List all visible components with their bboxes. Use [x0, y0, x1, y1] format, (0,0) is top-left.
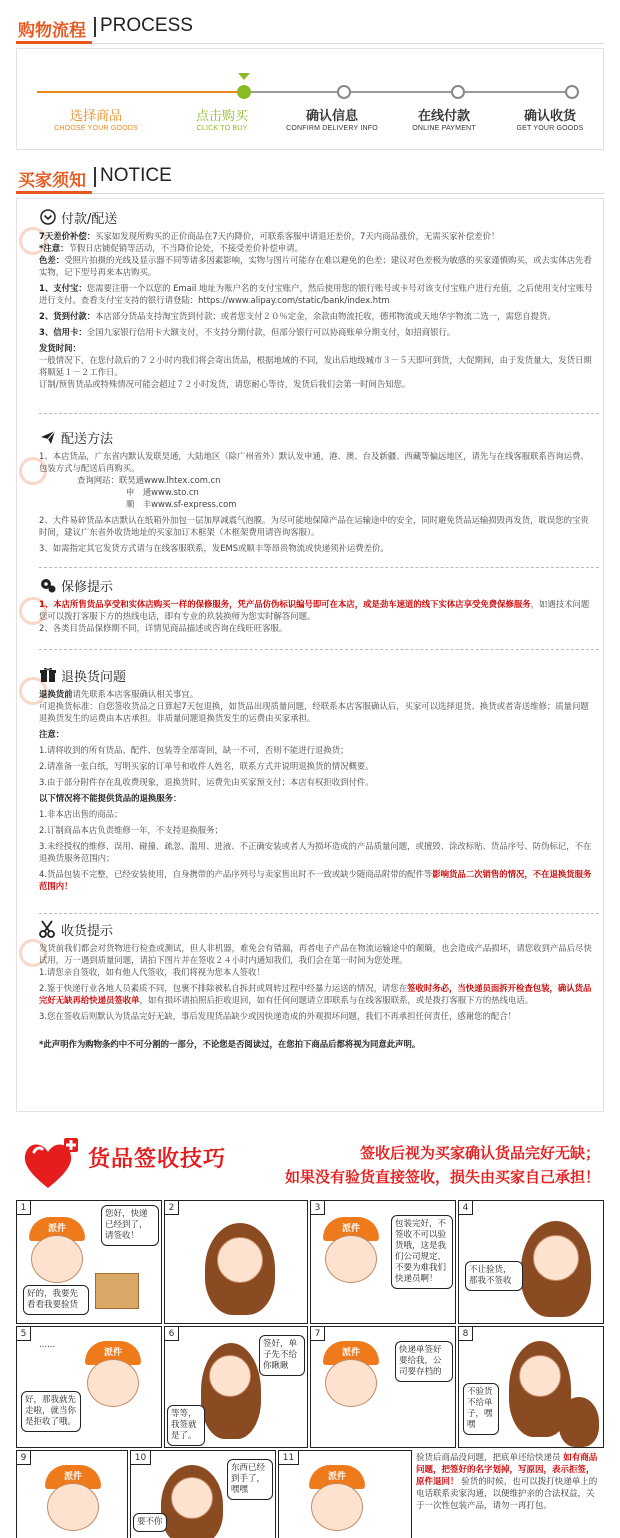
- notice-title-en: NOTICE: [100, 165, 172, 186]
- step-dot-4: [451, 85, 465, 99]
- receipt-intro: 发货前我们都会对货物进行检查或测试，但人非机器，难免会有错漏，再者电子产品在物流运输途中的颠簸，也会造成产品损坏，请您收到产品后尽快试用，万一遇到质量问题，请拍下图片并在签收２４小时内通知我们，我们会在第一时间为您处理。: [39, 943, 592, 965]
- returns-title: 退换货问题: [61, 669, 127, 685]
- color-difference: 色差：受照片拍摄的光线及显示器不同等诸多因素影响，实物与图片可能存在难以避免的色差；建议对色差极为敏感的买家谨慎购买，或去实体店先看实物，记下型号再来本店购买。: [39, 255, 592, 277]
- returns-attention: 注意：: [39, 729, 65, 739]
- speech-bubble: 要不你: [133, 1513, 167, 1532]
- exclusion-1: 1.非本店出售的商品；: [39, 809, 123, 819]
- step-online-payment: 在线付款 ONLINE PAYMENT: [412, 109, 476, 132]
- gift-box-icon: [39, 666, 57, 684]
- price-guarantee: 7天差价补偿：买家如发现所购买的正价商品在7天内降价，可联系客服申请退还差价，7天内商品涨价，无需买家补偿差价！: [39, 231, 500, 241]
- comic-panel-6: 6 签好，单子先不给你瞅瞅 等等，我签就是了。: [164, 1326, 308, 1448]
- delivery-packaging: 2、大件易碎货品本店默认在纸箱外加包一层加厚减震气泡膜。为尽可能地保障产品在运输途中的安全，同时避免货品运输损毁再发货，耽误您的宝贵时间，建议广东省外收货地址的买家加订木框架（木框架费用请咨询客服）。: [39, 515, 589, 537]
- ship-time-label: 发货时间：: [39, 343, 81, 353]
- comic-panel-11: 11 派件: [278, 1450, 412, 1538]
- courier-face: [325, 1235, 377, 1283]
- speech-bubble: 东西已经到手了，嘿嘿: [227, 1459, 273, 1500]
- step-dot-2: [237, 85, 251, 99]
- receipt-item-2: 2.鉴于快递行业各地人员素质不同，包裹不排除被私自拆封或周转过程中经暴力运送的情况，请您在签收时务必，当快递员面拆开检查包装，确认货品完好无缺再给快递员签收单，如有损坏请拍照后拒收退回，如有任何问题请立即联系与在线客服联系，或是拨打客服下方的热线电话。: [39, 983, 592, 1005]
- process-steps: [16, 48, 604, 150]
- customer-face: [519, 1355, 561, 1397]
- notice-title-cn: 买家须知: [18, 171, 86, 191]
- comic-panel-4: 4 不让验货，那我不签收: [458, 1200, 604, 1324]
- delivery-title: 配送方法: [61, 431, 114, 447]
- chevron-circle-icon: [39, 208, 57, 226]
- warranty-period: 2、各类目货品保修期不同，详情见商品描述或咨询在线旺旺客服。: [39, 623, 288, 633]
- courier-face: [325, 1359, 377, 1407]
- process-header: [16, 14, 604, 44]
- speech-bubble: 您好，快递已经到了，请签收！: [101, 1205, 159, 1246]
- returns-section: [39, 665, 595, 892]
- speech-bubble: 不让验货，那我不签收: [465, 1261, 523, 1291]
- delivery-section: [39, 427, 595, 554]
- comic-panel-5: 5 派件 好，那我就先走啦，就当你是拒收了哦。 ......: [16, 1326, 162, 1448]
- customer-face: [533, 1235, 579, 1281]
- comic-caption: 验货后商品没问题，把底单还给快递员 如有商品问题，把签好的名字划掉，写原因，表示拒签，原件退回！ 验货的时候，也可以拨打快递单上的电话联系卖家沟通，以便维护亲的合法权益，关于一次性包装产品，请勿一再打包。: [416, 1453, 598, 1511]
- courier-face: [47, 1483, 99, 1531]
- comic-panel-7: 7 派件 快递单签好要给我，公司要存档的: [310, 1326, 456, 1448]
- speech-bubble: 不验货不给单子，嘿嘿: [463, 1383, 499, 1435]
- comic-panel-3: 3 派件 包装完好，不签收不可以验货哦，这是我们公司规定，不要为难我们快递员啊！: [310, 1200, 456, 1324]
- step-get-goods: 确认收货 GET YOUR GOODS: [516, 109, 584, 132]
- comic-panel-10: 10 东西已经到手了，嘿嘿 要不你: [130, 1450, 276, 1538]
- notice-header: [16, 164, 604, 194]
- airplane-icon: [39, 428, 57, 446]
- credit-card-info: 3、信用卡：全国九家银行信用卡大额支付，不支持分期付款，但部分银行可以协商账单分期支付，如招商银行。: [39, 327, 456, 337]
- warranty-title: 保修提示: [61, 579, 114, 595]
- step-choose-goods: 选择商品 CHOOSE YOUR GOODS: [54, 109, 138, 132]
- tips-warning-1: 签收后视为买家确认货品完好无缺；: [359, 1144, 600, 1162]
- process-title-cn: 购物流程: [18, 21, 86, 41]
- ship-time-custom: 订制/预售货品或特殊情况可能会超过７２小时发货，请您耐心等待，发货后我们会第一时间告知您。: [39, 379, 411, 389]
- receipt-title: 收货提示: [61, 923, 114, 939]
- customer-hair-small: [559, 1397, 599, 1447]
- payment-section: [39, 207, 595, 390]
- courier-cap: 派件: [309, 1465, 365, 1489]
- speech-bubble: 签好，单子先不给你瞅瞅: [259, 1335, 305, 1376]
- divider: [39, 567, 599, 568]
- parcel-box: [95, 1273, 139, 1309]
- customer-face: [217, 1237, 263, 1283]
- exclusion-3: 3.未经授权的维修、误用、碰撞、疏忽、滥用、进液、不正确安装或者人为损坏造成的产品质量问题，或擅毁、涂改标贴、货品序号、防伪标记，不在退换货服务范围内；: [39, 841, 592, 863]
- returns-item-2: 2.请准备一张白纸，写明买家的订单号和收件人姓名，联系方式并说明退换货的情况概要。: [39, 761, 374, 771]
- progress-line-done: [37, 91, 237, 93]
- delivery-other: 3、如需指定其它发货方式请与在线客服联系，发EMS或顺丰等昂贵物流或快递须补运费差价。: [39, 543, 389, 553]
- comic-panel-9: 9 派件: [16, 1450, 128, 1538]
- courier-cap: 派件: [85, 1341, 141, 1365]
- warranty-section: [39, 575, 595, 634]
- speech-bubble: 包装完好，不签收不可以验货哦，这是我们公司规定，不要为难我们快递员啊！: [391, 1215, 453, 1289]
- courier-cap: 派件: [29, 1217, 85, 1241]
- step-dot-3: [337, 85, 351, 99]
- disclaimer-statement: *此声明作为购物条约中不可分割的一部分，不论您是否阅读过，在您拍下商品后都将视为同意此声明。: [39, 1039, 421, 1049]
- cod-info: 2、货到付款：本店部分货品支持淘宝货到付款；或者您支付２０％定金，余款由物流托收，德邦物流或天地华宇物流二选一，需您自提货。: [39, 311, 556, 321]
- alipay-info: 1、支付宝：您需要注册一个以您的 Email 地址为账户名的支付宝账户，然后使用您的银行账号或卡号对该支付宝账户进行充值，之后使用支付宝账号进行支付。查看支付宝支持的银行请登陆：https://www.alipay.com/static/bank/index.htm: [39, 283, 593, 305]
- step-click-to-buy: 点击购买 CLICK TO BUY: [195, 109, 248, 132]
- receipt-item-1: 1.请您亲自签收，如有他人代签收，我们将视为您本人签收！: [39, 967, 265, 977]
- tips-title: 货品签收技巧: [88, 1147, 227, 1172]
- step-dot-5: [565, 85, 579, 99]
- price-note: *注意：节假日店铺促销等活动，不当降价论处，不接受差价补偿申请。: [39, 243, 304, 253]
- returns-standard: 可退换货标准：自您签收货品之日算起7天包退换，如货品出现质量问题，经联系本店客服确认后，买家可以选择退货、换货或者寄送维修；质量问题退换货发生的运费由本店承担。非质量问题退换货发生的运费由买家承担。: [39, 701, 589, 723]
- comic-strip: [16, 1200, 604, 1538]
- receipt-tips-banner: [16, 1128, 604, 1198]
- returns-exclusion-title: 以下情况将不能提供货品的退换服务：: [39, 793, 182, 803]
- customer-face: [171, 1477, 213, 1519]
- ship-time-text: 一般情况下，在您付款后的７２小时内我们将会寄出货品，根据地域的不同，发出后地级城市３－５天即可到货，大促期间，由于发货量大，发货日期将顺延１－２工作日。: [39, 355, 592, 377]
- ellipsis-text: ......: [39, 1340, 56, 1350]
- warranty-policy: 1、本店所售货品享受和实体店购买一样的保修服务，凭产品仿伪标识编号即可在本店，或是劲车速道的线下实体店享受免费保修服务，如遇技术问题您可以拨打客服下方的热线电话，即有专业的玖装换师为您实时解答问题。: [39, 599, 590, 621]
- comic-panel-8: 8 不验货不给单子，嘿嘿: [458, 1326, 604, 1448]
- returns-item-1: 1.请将收到的所有货品、配件、包装等全部寄回，缺一不可，否则不能进行退换货；: [39, 745, 349, 755]
- gear-icon: [39, 576, 57, 594]
- progress-line-pending: [237, 91, 575, 93]
- heart-plus-icon: [20, 1136, 80, 1192]
- returns-item-3: 3.由于部分附件存在乱收费现象，退换货时，运费先由买家预支付；本店有权拒收到付件。: [39, 777, 374, 787]
- payment-title: 付款/配送: [61, 211, 118, 227]
- delivery-default: 1、本店货品，广东省内默认发联昊通，大陆地区（除广州省外）默认发申通，港、澳、台及新疆、西藏等偏远地区，请先与在线客服联系咨询运费、包装方式与配送后再购买。: [39, 451, 589, 473]
- exclusion-2: 2.订制商品本店负责维修一年，不支持退换服务；: [39, 825, 223, 835]
- speech-bubble: 好的，我要先看看我要验货: [23, 1285, 89, 1315]
- comic-panel-1: 1 派件 您好，快递已经到了，请签收！ 好的，我要先看看我要验货: [16, 1200, 162, 1324]
- tracking-sites: 查询网站：联昊通www.lhtex.com.cn 申 通www.sto.cn 顺 丰www.sf-express.com: [77, 475, 237, 509]
- returns-intro: 退换货前请先联系本店客服确认相关事宜。: [39, 689, 199, 699]
- process-title-en: PROCESS: [100, 15, 193, 36]
- divider: [39, 913, 599, 914]
- speech-bubble: 等等，我签就是了。: [167, 1405, 205, 1446]
- current-step-arrow-icon: [238, 73, 250, 80]
- exclusion-4: 4.货品包装不完整，已经安装使用，自身携带的产品序列号与卖家售出时不一致或缺少随商品附带的配件等影响货品二次销售的情况，不在退换货服务范围内！: [39, 869, 592, 891]
- scissors-icon: [39, 920, 57, 938]
- receipt-section: [39, 919, 595, 1050]
- courier-cap: 派件: [323, 1341, 379, 1365]
- tips-warning-2: 如果没有验货直接签收，损失由买家自己承担！: [284, 1168, 600, 1186]
- speech-bubble: 好，那我就先走啦，就当你是拒收了哦。: [21, 1391, 81, 1432]
- customer-face: [209, 1355, 251, 1397]
- notice-panel: [16, 198, 604, 1112]
- speech-bubble: 快递单签好要给我，公司要存档的: [395, 1341, 453, 1382]
- courier-face: [31, 1235, 83, 1283]
- divider: [39, 649, 599, 650]
- comic-panel-2: 2: [164, 1200, 308, 1324]
- courier-cap: 派件: [323, 1217, 379, 1241]
- courier-cap: 派件: [45, 1465, 101, 1489]
- courier-face: [87, 1359, 139, 1407]
- step-confirm-info: 确认信息 CONFIRM DELIVERY INFO: [286, 109, 378, 132]
- receipt-item-3: 3.您在签收后则默认为货品完好无缺，事后发现货品缺少或因快递造成的外观损坏问题，我们不再承担任何责任，感谢您的配合！: [39, 1011, 516, 1021]
- divider: [39, 413, 599, 414]
- courier-face: [311, 1483, 363, 1531]
